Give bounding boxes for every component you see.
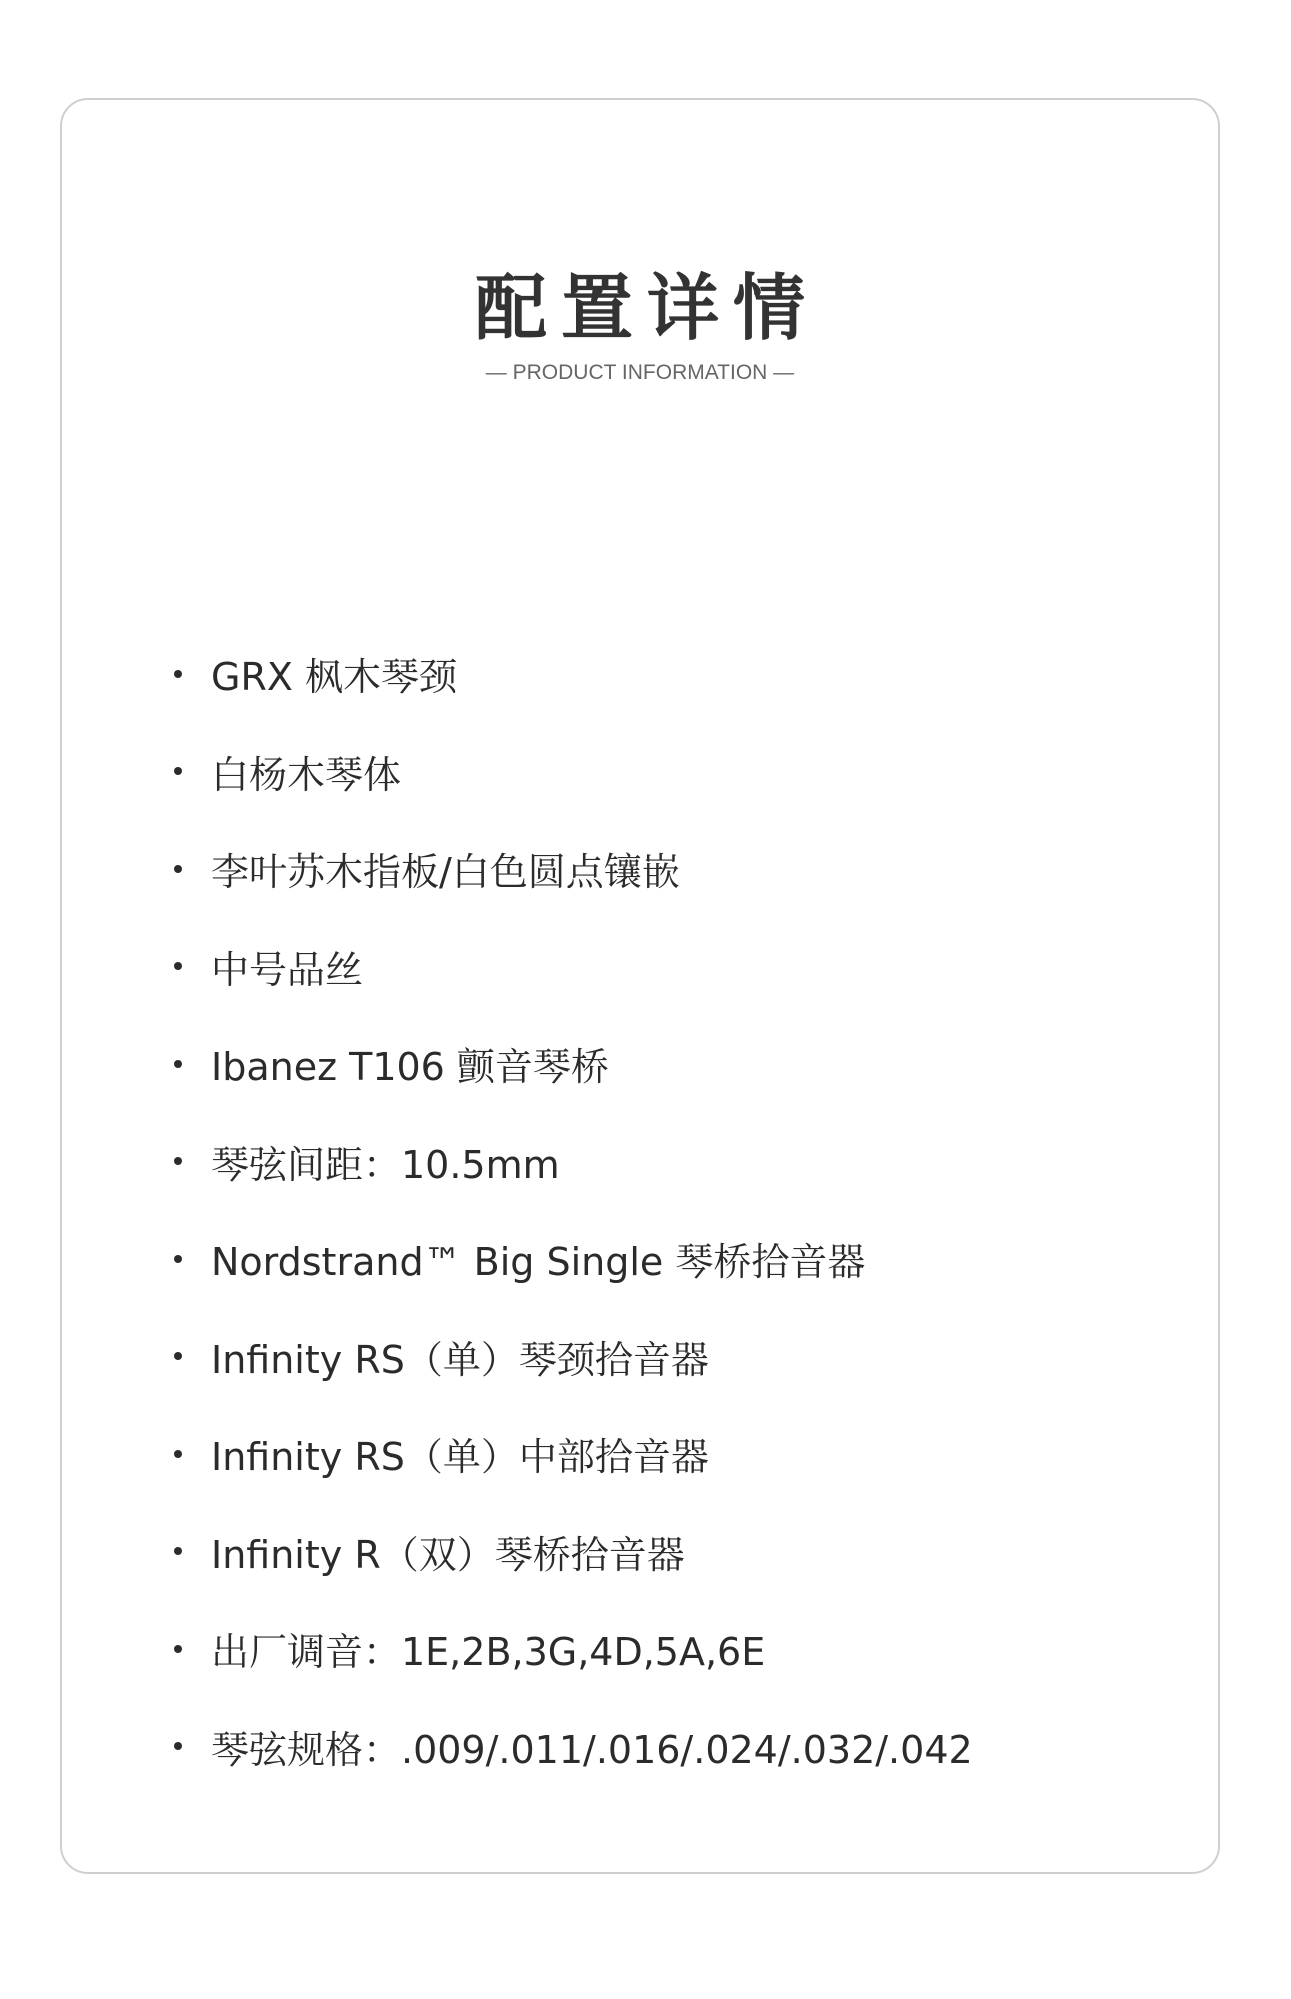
bullet-icon <box>174 1060 182 1068</box>
list-item <box>174 1600 973 1698</box>
spec-text: 琴弦规格：.009/.011/.016/.024/.032/.042 <box>211 1727 973 1772</box>
bullet-icon <box>174 962 182 970</box>
bullet-icon <box>174 767 182 775</box>
spec-text: 白杨木琴体 <box>211 752 402 797</box>
spec-text: 李叶苏木指板/白色圆点镶嵌 <box>211 850 680 895</box>
spec-text: 出厂调音：1E,2B,3G,4D,5A,6E <box>211 1630 766 1675</box>
spec-text: Infinity R（双）琴桥拾音器 <box>211 1532 685 1577</box>
bullet-icon <box>174 1645 182 1653</box>
spec-list <box>174 625 973 1795</box>
list-item <box>174 1015 973 1113</box>
list-item <box>174 820 973 918</box>
list-item <box>174 1308 973 1406</box>
spec-text: Infinity RS（单）琴颈拾音器 <box>211 1337 709 1382</box>
spec-text: Nordstrand™ Big Single 琴桥拾音器 <box>211 1240 866 1285</box>
spec-text: Ibanez T106 颤音琴桥 <box>211 1045 609 1090</box>
list-item <box>174 723 973 821</box>
spec-text: GRX 枫木琴颈 <box>211 655 457 700</box>
list-item <box>174 918 973 1016</box>
list-item <box>174 1405 973 1503</box>
bullet-icon <box>174 1450 182 1458</box>
bullet-icon <box>174 1255 182 1263</box>
bullet-icon <box>174 1742 182 1750</box>
spec-text: Infinity RS（单）中部拾音器 <box>211 1435 709 1480</box>
list-item <box>174 1113 973 1211</box>
bullet-icon <box>174 1352 182 1360</box>
list-item <box>174 625 973 723</box>
page-subtitle: — PRODUCT INFORMATION — <box>485 361 795 384</box>
list-item <box>174 1698 973 1796</box>
bullet-icon <box>174 1547 182 1555</box>
bullet-icon <box>174 1157 182 1165</box>
bullet-icon <box>174 670 182 678</box>
spec-text: 中号品丝 <box>211 947 364 992</box>
product-info-card <box>60 98 1220 1874</box>
bullet-icon <box>174 865 182 873</box>
list-item <box>174 1503 973 1601</box>
spec-text: 琴弦间距：10.5mm <box>211 1142 560 1187</box>
list-item <box>174 1210 973 1308</box>
page-title: 配置详情 <box>474 266 819 350</box>
